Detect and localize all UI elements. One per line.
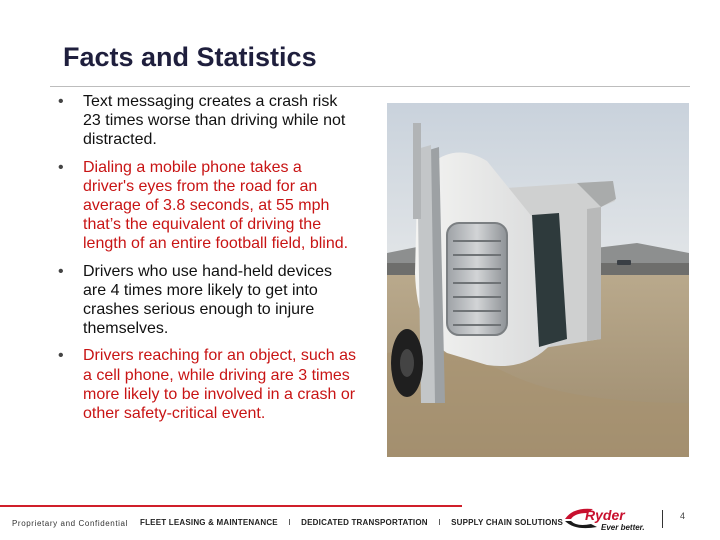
- footer-tagline: [140, 518, 563, 527]
- bullet-dot: •: [58, 347, 64, 365]
- bullet-text: Text messaging creates a crash risk 23 times worse than driving while not distracted.: [83, 93, 346, 149]
- bullet-text: Drivers reaching for an object, such as a cell phone, while driving are 3 times more likely to be involved in a crash or other safety-critical event.: [83, 347, 357, 423]
- footer-accent-line: [0, 505, 462, 507]
- bullet-dot: •: [58, 158, 64, 176]
- bullet-dot: •: [58, 262, 64, 280]
- tagline-item: FLEET LEASING & MAINTENANCE: [140, 518, 278, 527]
- ryder-logo: [563, 505, 653, 533]
- tagline-separator: I: [438, 518, 441, 527]
- bullet-list: [58, 92, 356, 431]
- bullet-item: [58, 92, 356, 150]
- footer-separator: [662, 510, 663, 528]
- bullet-text: Dialing a mobile phone takes a driver's eyes from the road for an average of 3.8 seconds, at 55 mph that’s the equivalent of driving the length of an entire football field, blind.: [83, 158, 349, 253]
- confidential-label: Proprietary and Confidential: [12, 519, 128, 528]
- tagline-item: DEDICATED TRANSPORTATION: [301, 518, 428, 527]
- bullet-text: Drivers who use hand-held devices are 4 times more likely to get into crashes serious enough to injure themselves.: [83, 262, 333, 338]
- overturned-truck-photo: [387, 103, 689, 457]
- bullet-dot: •: [58, 93, 64, 110]
- title-divider: [50, 86, 690, 87]
- bullet-item: [58, 262, 356, 339]
- logo-wordmark: Ryder: [585, 507, 625, 523]
- bullet-item: [58, 346, 356, 423]
- truck-illustration: [387, 103, 689, 457]
- bullet-item: [58, 158, 356, 254]
- logo-slogan: Ever better.: [601, 523, 645, 532]
- page-number: 4: [680, 511, 686, 521]
- tagline-item: SUPPLY CHAIN SOLUTIONS: [451, 518, 564, 527]
- slide-title: Facts and Statistics: [63, 42, 317, 72]
- tagline-separator: I: [288, 518, 291, 527]
